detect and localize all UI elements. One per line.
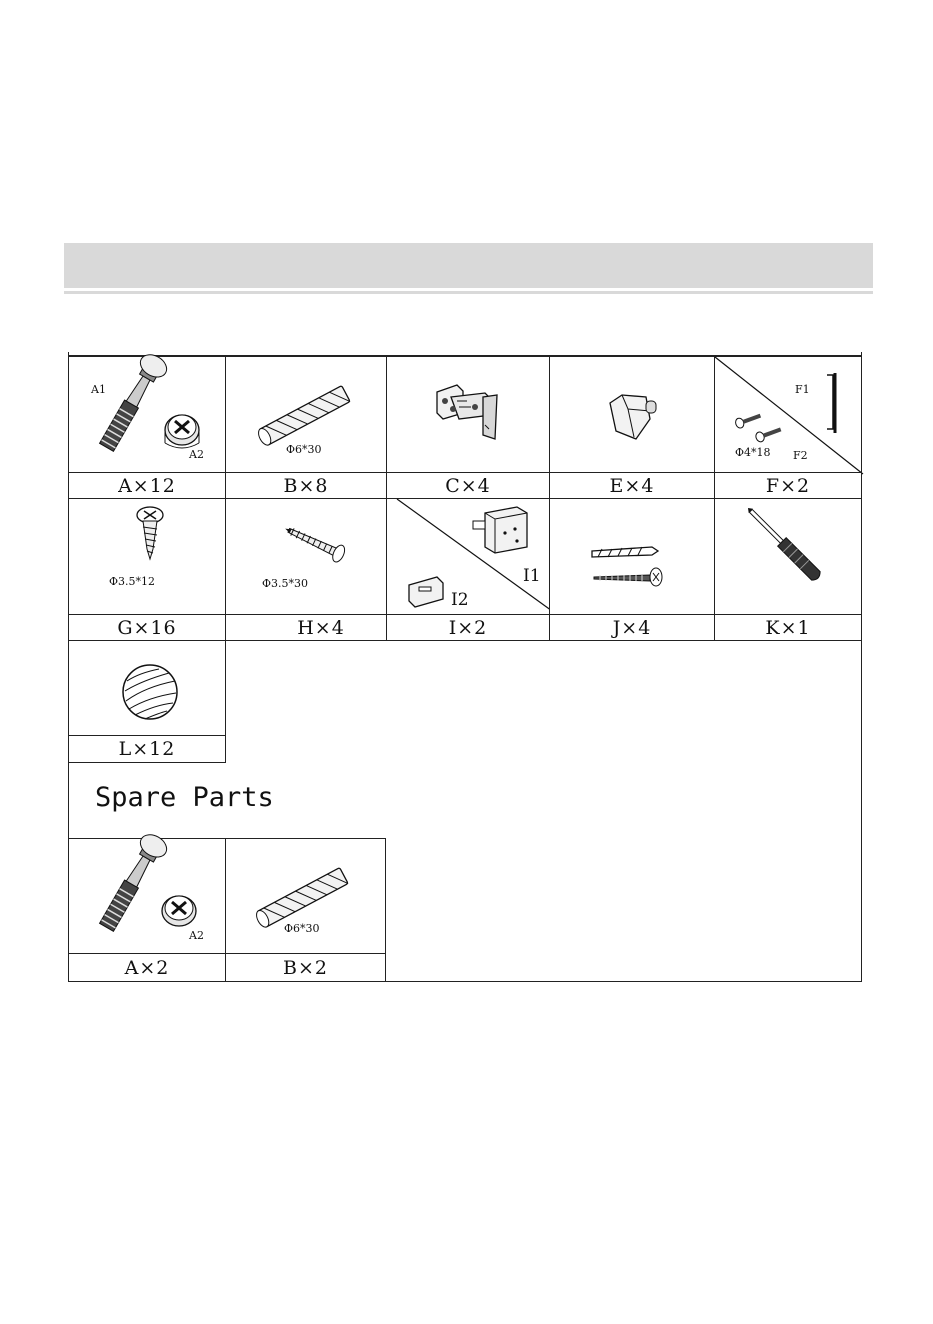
- part-e-label-cell: [549, 472, 715, 499]
- part-f1-label: F1: [795, 383, 810, 396]
- spare-a2-label: A2: [189, 929, 204, 942]
- part-e-quantity: E×4: [609, 474, 655, 497]
- wall-plug-and-screw-icon: [550, 499, 716, 616]
- spare-b-spec: Φ6*30: [284, 922, 320, 935]
- spare-b-quantity: B×2: [283, 956, 328, 979]
- part-e-cell: [549, 356, 715, 473]
- spare-a-label-cell: [68, 953, 226, 982]
- part-k-cell: [714, 498, 862, 615]
- screwdriver-icon: [715, 499, 863, 616]
- part-b-label-cell: [225, 472, 387, 499]
- shelf-support-icon: [550, 357, 716, 474]
- part-g-spec: Φ3.5*12: [109, 575, 156, 588]
- part-h-cell: [225, 498, 387, 615]
- spare-b-cell: [225, 838, 386, 954]
- part-i-quantity: I×2: [448, 616, 488, 639]
- part-a1-label: A1: [91, 383, 106, 396]
- spare-a-quantity: A×2: [124, 956, 170, 979]
- part-f-cell: [714, 356, 862, 473]
- part-b-cell: [225, 356, 387, 473]
- wood-dowel-icon: [226, 357, 388, 474]
- spare-cam-bolt-and-lock-icon: [69, 839, 227, 955]
- spare-a-cell: [68, 838, 226, 954]
- part-j-quantity: J×4: [612, 616, 652, 639]
- wood-cap-icon: [69, 641, 227, 737]
- spare-b-label-cell: [225, 953, 386, 982]
- part-i-cell: [386, 498, 558, 615]
- part-l-label-cell: [68, 735, 226, 763]
- part-c-cell: [386, 356, 550, 473]
- part-k-quantity: K×1: [765, 616, 811, 639]
- part-f-spec: Φ4*18: [735, 446, 771, 459]
- short-screw-icon: [69, 499, 227, 616]
- part-f2-label: F2: [793, 449, 808, 462]
- wall-bracket-icon: [387, 499, 559, 616]
- part-h-label-cell: [225, 614, 387, 641]
- part-j-cell: [549, 498, 715, 615]
- part-g-cell: [68, 498, 226, 615]
- part-k-label-cell: [714, 614, 862, 641]
- part-g-label-cell: [68, 614, 226, 641]
- part-a2-label: A2: [189, 448, 204, 461]
- part-f-label-cell: [714, 472, 862, 499]
- spare-parts-heading: Spare Parts: [95, 782, 274, 813]
- part-f-quantity: F×2: [765, 474, 811, 497]
- part-l-quantity: L×12: [118, 738, 176, 760]
- spare-wood-dowel-icon: [226, 839, 387, 955]
- part-a-quantity: A×12: [118, 474, 176, 497]
- part-c-quantity: C×4: [445, 474, 491, 497]
- part-i-label-cell: [386, 614, 550, 641]
- section-banner: [64, 243, 873, 288]
- part-l-cell: [68, 640, 226, 736]
- part-b-quantity: B×8: [283, 474, 329, 497]
- part-h-spec: Φ3.5*30: [262, 577, 309, 590]
- cam-bolt-and-lock-icon: [69, 357, 227, 474]
- long-screw-icon: [226, 499, 388, 616]
- part-g-quantity: G×16: [117, 616, 177, 639]
- cabinet-hinge-icon: [387, 357, 551, 474]
- banner-underline: [64, 291, 873, 294]
- part-b-spec: Φ6*30: [286, 443, 322, 456]
- part-i2-label: I2: [451, 590, 469, 610]
- part-h-quantity: H×4: [297, 616, 345, 639]
- part-c-label-cell: [386, 472, 550, 499]
- part-i1-label: I1: [523, 566, 541, 586]
- part-j-label-cell: [549, 614, 715, 641]
- part-a-label-cell: [68, 472, 226, 499]
- handle-and-screws-icon: [715, 357, 863, 474]
- part-a-cell: [68, 356, 226, 473]
